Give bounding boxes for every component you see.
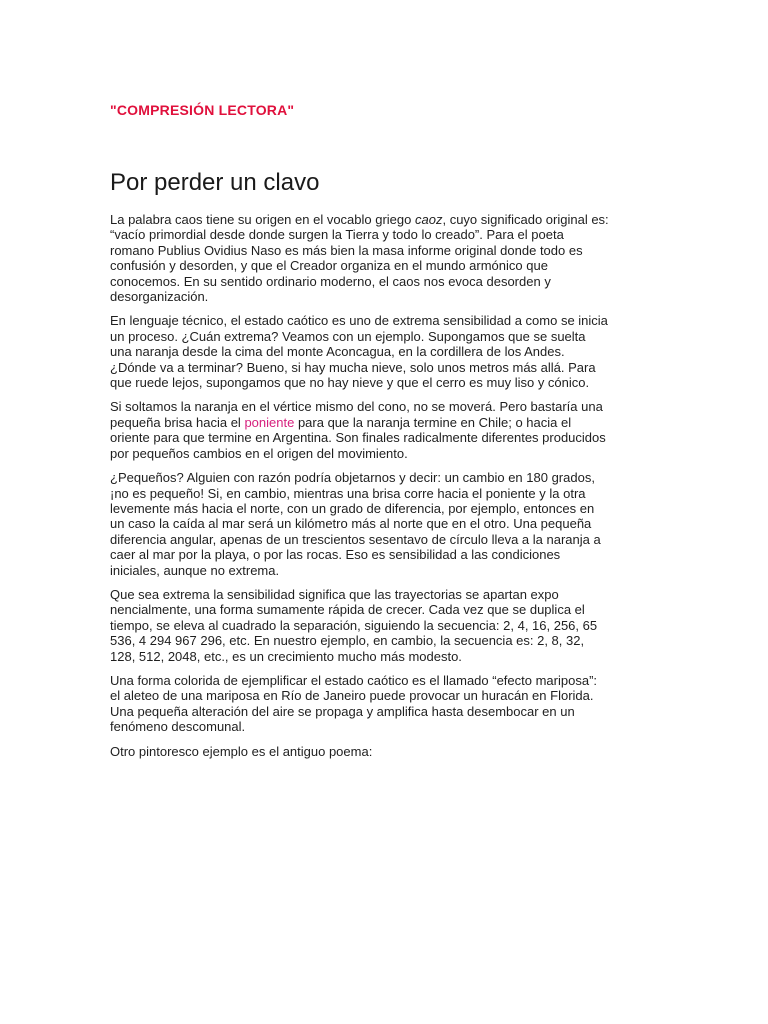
text-line: 128, 512, 2048, etc., es un crecimiento mucho más modesto. [110,648,462,664]
text-line: Una forma colorida de ejemplificar el estado caótico es el llamado “efecto mariposa”: [110,672,598,688]
text-line: romano Publius Ovidius Naso es más bien la masa informe original donde todo es [110,242,583,258]
text-line: un proceso. ¿Cuán extrema? Veamos con un ejemplo. Supongamos que se suelta [110,328,586,344]
article-body [110,212,660,768]
text-line: levemente más hacia el norte, con un grado de diferencia, por ejemplo, entonces en [110,500,595,516]
text-line: Otro pintoresco ejemplo es el antiguo poema: [110,743,373,759]
text-line: un caso la caída al mar será un kilómetro más al norte que en el otro. Una pequeña [110,516,592,532]
text-line: ¡no es pequeño! Si, en cambio, mientras una brisa corre hacia el poniente y la otra [110,485,586,501]
text-line: el aleteo de una mariposa en Río de Janeiro puede provocar un huracán en Florida. [110,688,594,704]
section-heading: "COMPRESIÓN LECTORA" [110,102,295,118]
emphasized-word: caoz [415,212,443,227]
text-line: “vacío primordial desde donde surgen la Tierra y todo lo creado”. Para el poeta [110,227,564,243]
text-line: diferencia angular, apenas de un trescientos sesentavo de círculo lleva a la naranja a [110,531,601,547]
text-line: conocemos. En su sentido ordinario moderno, el caos nos evoca desorden y [110,273,551,289]
text-line: ¿Pequeños? Alguien con razón podría objetarnos y decir: un cambio en 180 grados, [110,470,595,486]
text-line: En lenguaje técnico, el estado caótico es uno de extrema sensibilidad a como se inicia [110,313,608,329]
poniente-link[interactable]: poniente [244,414,295,430]
paragraph-1 [110,212,660,304]
text-line: una naranja desde la cima del monte Aconcagua, en la cordillera de los Andes. [110,344,565,360]
text-line: caer al mar por la playa, o por las rocas. Eso es sensibilidad a las condiciones [110,547,561,563]
article-title: Por perder un clavo [110,169,320,196]
text-line: ¿Dónde va a terminar? Bueno, si hay mucha nieve, solo unos metros más allá. Para [110,359,596,375]
text-line: por pequeños cambios en el origen del movimiento. [110,445,408,461]
text-line: fenómeno descomunal. [110,719,246,735]
paragraph-5 [110,587,660,664]
text-line: nencialmente, una forma sumamente rápida de crecer. Cada vez que se duplica el [110,602,585,618]
paragraph-4 [110,470,660,578]
text-line: pequeña brisa hacia el poniente para que la naranja termine en Chile; o hacia el [110,414,572,430]
text-line: tiempo, se eleva al cuadrado la separación, siguiendo la secuencia: 2, 4, 16, 256, 65 [110,617,598,633]
text-line: 536, 4 294 967 296, etc. En nuestro ejemplo, en cambio, la secuencia es: 2, 8, 32, [110,633,585,649]
text-line: confusión y desorden, y que el Creador organiza en el mundo armónico que [110,258,548,274]
paragraph-3 [110,399,660,461]
text-line: Que sea extrema la sensibilidad significa que las trayectorias se apartan expo [110,586,559,602]
text-line: iniciales, aunque no extrema. [110,562,280,578]
paragraph-7 [110,744,660,759]
text-line: oriente para que termine en Argentina. Son finales radicalmente diferentes producidos [110,430,606,446]
text-line: desorganización. [110,289,209,305]
text-line: La palabra caos tiene su origen en el vocablo griego caoz, cuyo significado original es: [110,212,609,227]
text-line: Si soltamos la naranja en el vértice mismo del cono, no se moverá. Pero bastaría una [110,399,603,415]
text-line: que ruede lejos, supongamos que no hay nieve y que el cerro es muy liso y cónico. [110,375,590,391]
text-line: Una pequeña alteración del aire se propaga y amplifica hasta desembocar en un [110,703,575,719]
paragraph-6 [110,673,660,735]
paragraph-2 [110,313,660,390]
